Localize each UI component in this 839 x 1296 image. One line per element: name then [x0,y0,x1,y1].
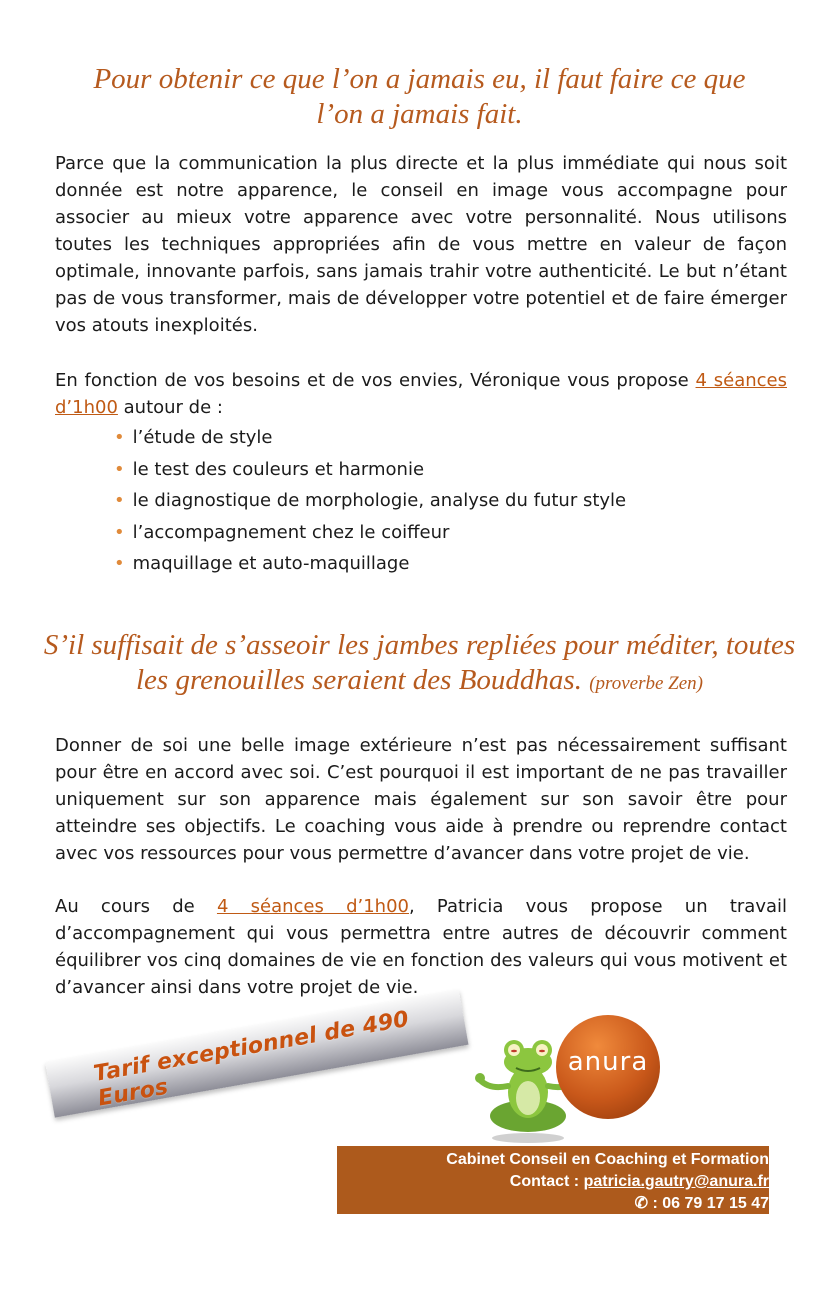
quote-zen [40,628,799,701]
email-link[interactable]: patricia.gautry@anura.fr [583,1173,769,1190]
services-list [114,424,626,582]
quote-zen-source: (proverbe Zen) [589,673,703,694]
quote-zen-line1: S’il suffisait de s’asseoir les jambes repliées pour méditer, toutes [43,629,796,661]
contact-email-line: Contact : patricia.gautry@anura.fr [509,1173,769,1190]
list-item: • l’accompagnement chez le coiffeur [114,521,450,543]
company-name: Cabinet Conseil en Coaching et Formation [446,1151,769,1168]
paragraph-veronique-text: En fonction de vos besoins et de vos envies, Véronique vous propose [55,370,696,391]
quote-top-line1: Pour obtenir ce que l’on a jamais eu, il faut faire ce que [93,63,746,95]
sessions-link-patricia[interactable]: 4 séances d’1h00 [216,896,409,917]
paragraph-image-consulting: Parce que la communication la plus directe et la plus immédiate qui nous soit donnée est notre apparence, le conseil en image vous accompagne pour associer au mieux votre apparence avec votre personnalité. Nous utilisons toutes les techniques appropriées afin de vous mettre en valeur de façon optimale, innovante parfois, sans jamais trahir votre authenticité. Le but n’étant pas de vous transformer, mais de développer votre potentiel et de faire émerger vos atouts inexploités. [55,153,787,336]
price-banner [45,989,468,1117]
quote-zen-line2: les grenouilles seraient des Bouddhas. (proverbe Zen) [135,664,703,696]
bullet-icon: • [114,458,125,480]
paragraph-veronique-offer [55,367,787,421]
contact-phone: ✆ : 06 79 17 15 47 [634,1195,769,1212]
paragraph-coaching: Donner de soi une belle image extérieure n’est pas nécessairement suffisant pour être en accord avec soi. C’est pourquoi il est important de ne pas travailler uniquement sur son apparence mais également sur son savoir être pour atteindre ses objectifs. Le coaching vous aide à prendre ou reprendre contact avec vos ressources pour vous permettre d’avancer dans votre projet de vie. [55,735,787,864]
contact-box [337,1146,769,1214]
list-item: • maquillage et auto-maquillage [114,553,410,574]
anura-logo-text: anura [567,1047,649,1077]
paragraph-veronique-after: autour de : [117,397,223,418]
bullet-icon: • [114,521,125,543]
list-item: • l’étude de style [114,427,273,448]
sessions-link-veronique[interactable]: 4 séances d’1h00 [55,370,787,418]
list-item: • le test des couleurs et harmonie [114,458,425,480]
paragraph-patricia-offer: Au cours de 4 séances d’1h00, Patricia vous propose un travail d’accompagnement qui vous permettra entre autres de découvrir comment équilibrer vos cinq domaines de vie en fonction des valeurs qui vous motivent et d’avancer ainsi dans votre projet de vie. [55,896,787,998]
quote-top-line2: l’on a jamais fait. [316,98,523,130]
quote-top [40,62,799,132]
bullet-icon: • [114,490,125,511]
anura-logo [556,1015,660,1119]
bullet-icon: • [114,427,125,448]
bullet-icon: • [114,553,125,574]
price-banner-text: Tarif exceptionnel de 490 Euros [91,1006,411,1112]
list-item: • le diagnostique de morphologie, analyse du futur style [114,490,627,511]
